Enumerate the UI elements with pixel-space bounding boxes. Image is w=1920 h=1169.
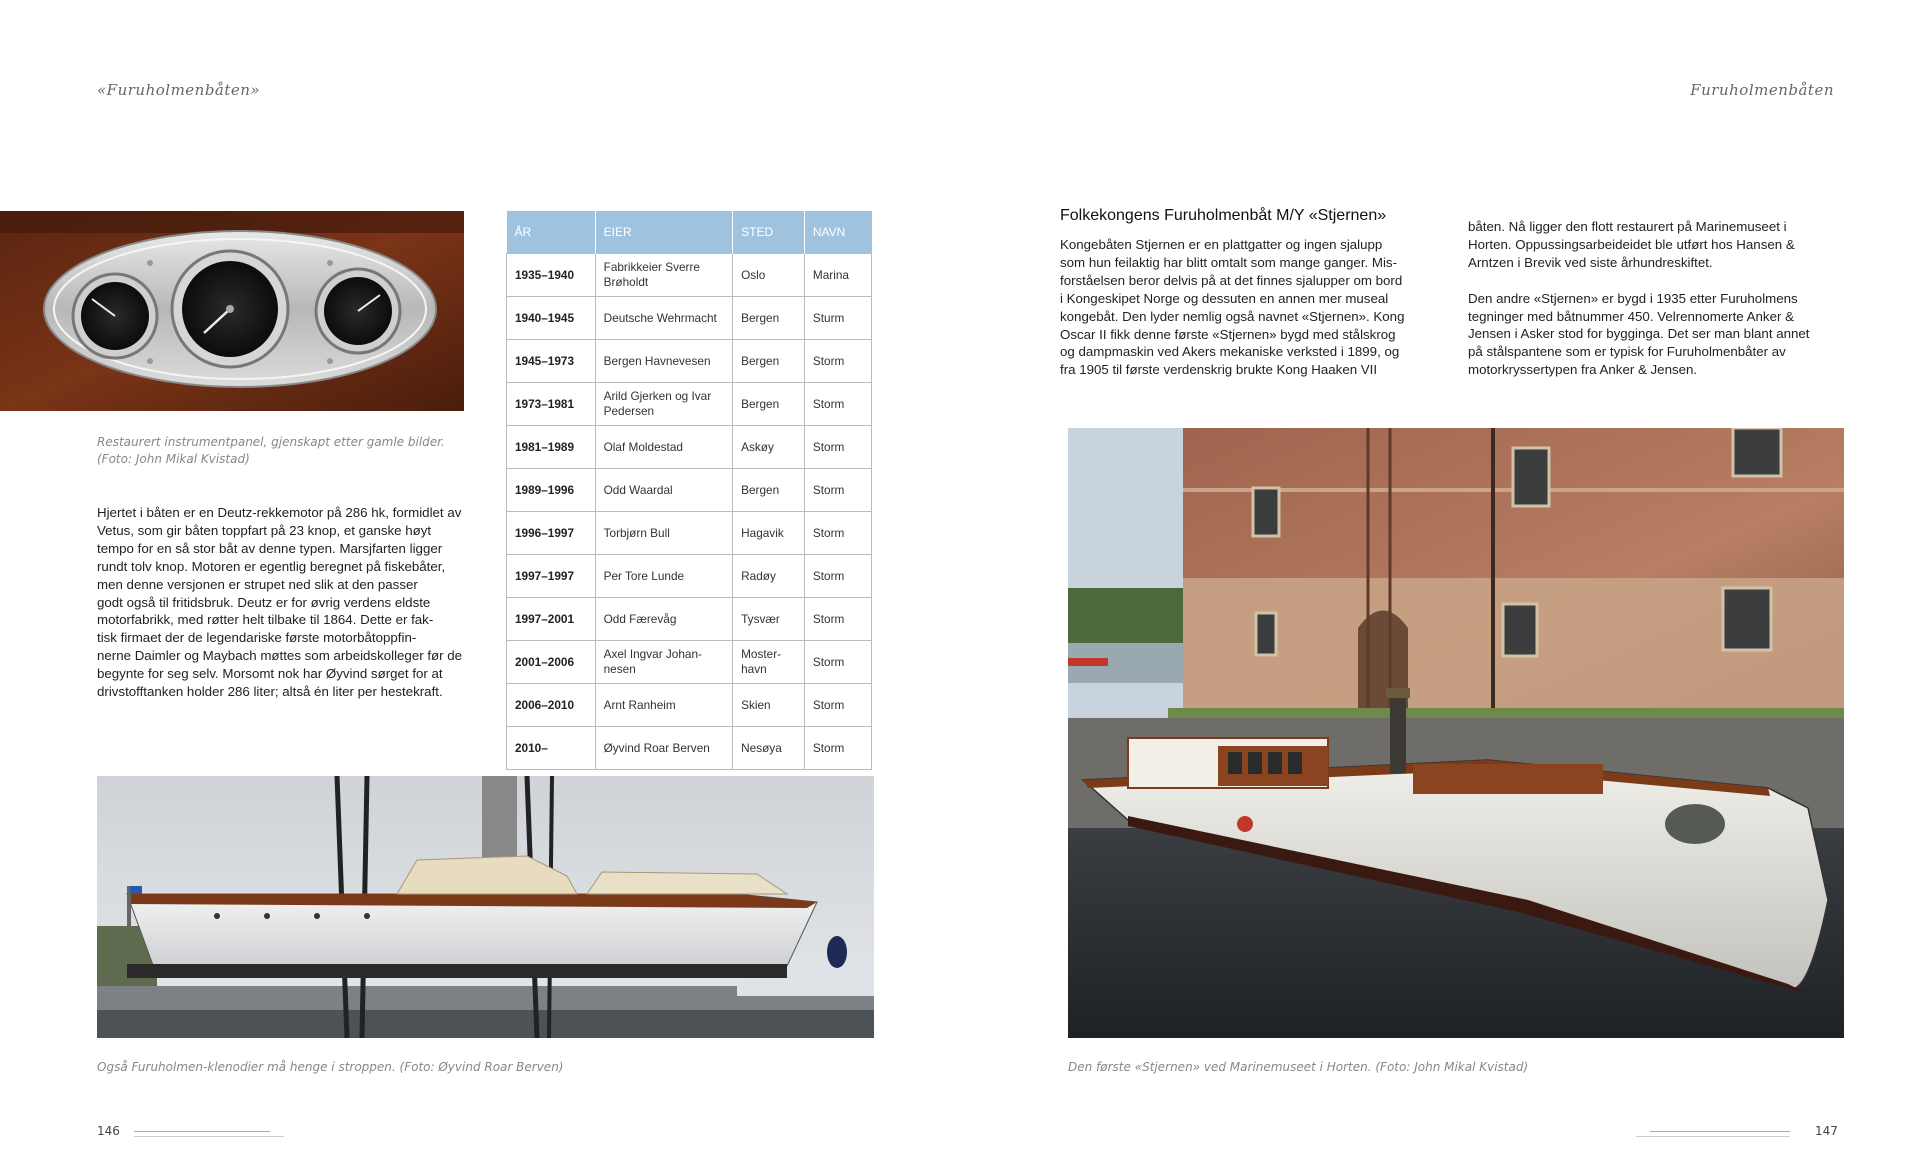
- table-row: [507, 340, 872, 383]
- header-owner: EIER: [595, 211, 733, 254]
- engine-paragraph: [97, 504, 465, 701]
- body-line: Vetus, som gir båten toppfart på 23 knop, et ganske høyt: [97, 522, 432, 538]
- cell-year: 2001–2006: [507, 641, 596, 684]
- table-row: [507, 512, 872, 555]
- body-line: Horten. Oppussingsarbeideidet ble utført hos Hansen &: [1468, 236, 1795, 252]
- stjernen-caption: Den første «Stjernen» ved Marinemuseet i Horten. (Foto: John Mikal Kvistad): [1068, 1060, 1529, 1074]
- body-line: begynte for seg selv. Morsomt nok har Øyvind sørget for at: [97, 666, 443, 682]
- header-year: ÅR: [507, 211, 596, 254]
- cell-year: 1935–1940: [507, 254, 596, 297]
- table-row: [507, 727, 872, 770]
- cell-owner: Per Tore Lunde: [595, 555, 733, 598]
- table-row: [507, 555, 872, 598]
- table-row: [507, 469, 872, 512]
- body-line: og dampmaskin ved Akers mekaniske verksted i 1899, og: [1060, 344, 1400, 360]
- cell-year: 2006–2010: [507, 684, 596, 727]
- cell-year: 1945–1973: [507, 340, 596, 383]
- table-row: [507, 297, 872, 340]
- cell-owner: Fabrikkeier Sverre Brøholdt: [595, 254, 733, 297]
- cell-owner: Olaf Moldestad: [595, 426, 733, 469]
- cell-place: Moster- havn: [733, 641, 805, 684]
- owners-table: [506, 211, 872, 770]
- cell-year: 1997–1997: [507, 555, 596, 598]
- folio-rule-left: [134, 1131, 270, 1132]
- cell-owner: Odd Færevåg: [595, 598, 733, 641]
- folio-rule-right-2: [1636, 1136, 1790, 1137]
- cell-owner: Arnt Ranheim: [595, 684, 733, 727]
- body-line: tisk firmaet der de legendariske første motorbåtoppfin-: [97, 630, 417, 646]
- cell-year: 1940–1945: [507, 297, 596, 340]
- body-line: fra 1905 til første verdenskrig brukte Kong Haaken VII: [1060, 362, 1378, 378]
- cell-place: Bergen: [733, 383, 805, 426]
- cell-owner: Deutsche Wehrmacht: [595, 297, 733, 340]
- cell-year: 1989–1996: [507, 469, 596, 512]
- boat-hoisted-caption: Også Furuholmen-klenodier må henge i stroppen. (Foto: Øyvind Roar Berven): [97, 1060, 564, 1074]
- body-line: på stålspantene som er typisk for Furuholmenbåter av: [1468, 344, 1786, 360]
- cell-place: Tysvær: [733, 598, 805, 641]
- table-header-row: [507, 211, 872, 254]
- body-line: motorfabrikk, med røtter helt tilbake til 1864. Dette er fak-: [97, 612, 434, 628]
- cell-name: Storm: [804, 383, 871, 426]
- body-line: Den andre «Stjernen» er bygd i 1935 etter Furuholmens: [1468, 290, 1798, 306]
- table-row: [507, 426, 872, 469]
- cell-place: Radøy: [733, 555, 805, 598]
- cell-year: 2010–: [507, 727, 596, 770]
- body-line: båten. Nå ligger den flott restaurert på Marinemuseet i: [1468, 219, 1787, 234]
- cell-name: Storm: [804, 641, 871, 684]
- cell-name: Storm: [804, 727, 871, 770]
- body-line: rundt tolv knop. Motoren er egentlig beregnet på fiskebåter,: [97, 558, 446, 574]
- body-line: som hun feilaktig har blitt omtalt som mange ganger. Mis-: [1060, 254, 1398, 270]
- cell-name: Storm: [804, 598, 871, 641]
- body-line: forståelsen beror delvis på at det finnes sjalupper om bord: [1060, 272, 1403, 288]
- cell-place: Askøy: [733, 426, 805, 469]
- article-heading: Folkekongens Furuholmenbåt M/Y «Stjernen»: [1060, 207, 1387, 224]
- cell-place: Oslo: [733, 254, 805, 297]
- table-row: [507, 684, 872, 727]
- cell-owner: Axel Ingvar Johan- nesen: [595, 641, 733, 684]
- header-name: NAVN: [804, 211, 871, 254]
- cell-place: Bergen: [733, 340, 805, 383]
- folio-rule-right: [1650, 1131, 1790, 1132]
- body-line: nerne Daimler og Maybach møttes som arbeidskolleger før de: [97, 648, 463, 664]
- cell-place: Skien: [733, 684, 805, 727]
- body-line: godt også til fritidsbruk. Deutz er for øvrig verdens eldste: [97, 594, 431, 610]
- paragraph-gap: [1468, 272, 1834, 290]
- running-head-right: Furuholmenbåten: [1690, 81, 1834, 99]
- body-line: Jensen i Asker stod for bygginga. Det ser man blant annet: [1468, 326, 1810, 342]
- header-place: STED: [733, 211, 805, 254]
- cell-name: Sturm: [804, 297, 871, 340]
- body-line: i Kongeskipet Norge og dessuten en annen mer museal: [1060, 290, 1389, 306]
- cell-year: 1996–1997: [507, 512, 596, 555]
- stjernen-marinemuseet-photo: [1068, 428, 1844, 1038]
- cell-name: Storm: [804, 426, 871, 469]
- table-row: [507, 383, 872, 426]
- body-line: kongebåt. Den lyder nemlig også navnet «Stjernen». Kong: [1060, 308, 1405, 324]
- cell-name: Storm: [804, 512, 871, 555]
- cell-name: Storm: [804, 555, 871, 598]
- cell-place: Nesøya: [733, 727, 805, 770]
- body-line: tegninger med båtnummer 450. Velrennomerte Anker &: [1468, 308, 1794, 324]
- cell-owner: Øyvind Roar Berven: [595, 727, 733, 770]
- body-line: drivstofftanken holder 286 liter; altså én liter per hestekraft.: [97, 684, 443, 700]
- boat-hoisted-photo: [97, 776, 874, 1038]
- cell-owner: Bergen Havnevesen: [595, 340, 733, 383]
- article-column-2: [1468, 218, 1834, 379]
- folio-rule-left-2: [134, 1136, 284, 1137]
- body-line: tempo for en så stor båt av denne typen. Marsjfarten ligger: [97, 540, 443, 556]
- page-number-left: 146: [97, 1124, 120, 1138]
- cell-place: Bergen: [733, 469, 805, 512]
- body-line: Hjertet i båten er en Deutz-rekkemotor på 286 hk, formidlet av: [97, 505, 462, 520]
- article-column-1: [1060, 236, 1426, 379]
- cell-owner: Arild Gjerken og Ivar Pedersen: [595, 383, 733, 426]
- body-line: Kongebåten Stjernen er en plattgatter og ingen sjalupp: [1060, 237, 1383, 252]
- body-line: Arntzen i Brevik ved siste århundreskiftet.: [1468, 254, 1713, 270]
- body-line: Oscar II fikk denne første «Stjernen» bygd med stålskrog: [1060, 326, 1396, 342]
- instrument-panel-caption: Restaurert instrumentpanel, gjenskapt etter gamle bilder. (Foto: John Mikal Kvistad): [97, 435, 445, 466]
- table-row: [507, 641, 872, 684]
- cell-year: 1973–1981: [507, 383, 596, 426]
- cell-place: Bergen: [733, 297, 805, 340]
- cell-owner: Torbjørn Bull: [595, 512, 733, 555]
- table-row: [507, 598, 872, 641]
- cell-year: 1981–1989: [507, 426, 596, 469]
- cell-name: Storm: [804, 340, 871, 383]
- cell-name: Storm: [804, 469, 871, 512]
- cell-year: 1997–2001: [507, 598, 596, 641]
- cell-place: Hagavik: [733, 512, 805, 555]
- table-row: [507, 254, 872, 297]
- body-line: motorkryssertypen fra Anker & Jensen.: [1468, 362, 1698, 378]
- running-head-left: «Furuholmenbåten»: [97, 81, 261, 99]
- instrument-panel-photo: [0, 211, 464, 411]
- cell-name: Storm: [804, 684, 871, 727]
- cell-name: Marina: [804, 254, 871, 297]
- body-line: men denne versjonen er strupet ned slik at den passer: [97, 576, 418, 592]
- cell-owner: Odd Waardal: [595, 469, 733, 512]
- page-number-right: 147: [1815, 1124, 1838, 1138]
